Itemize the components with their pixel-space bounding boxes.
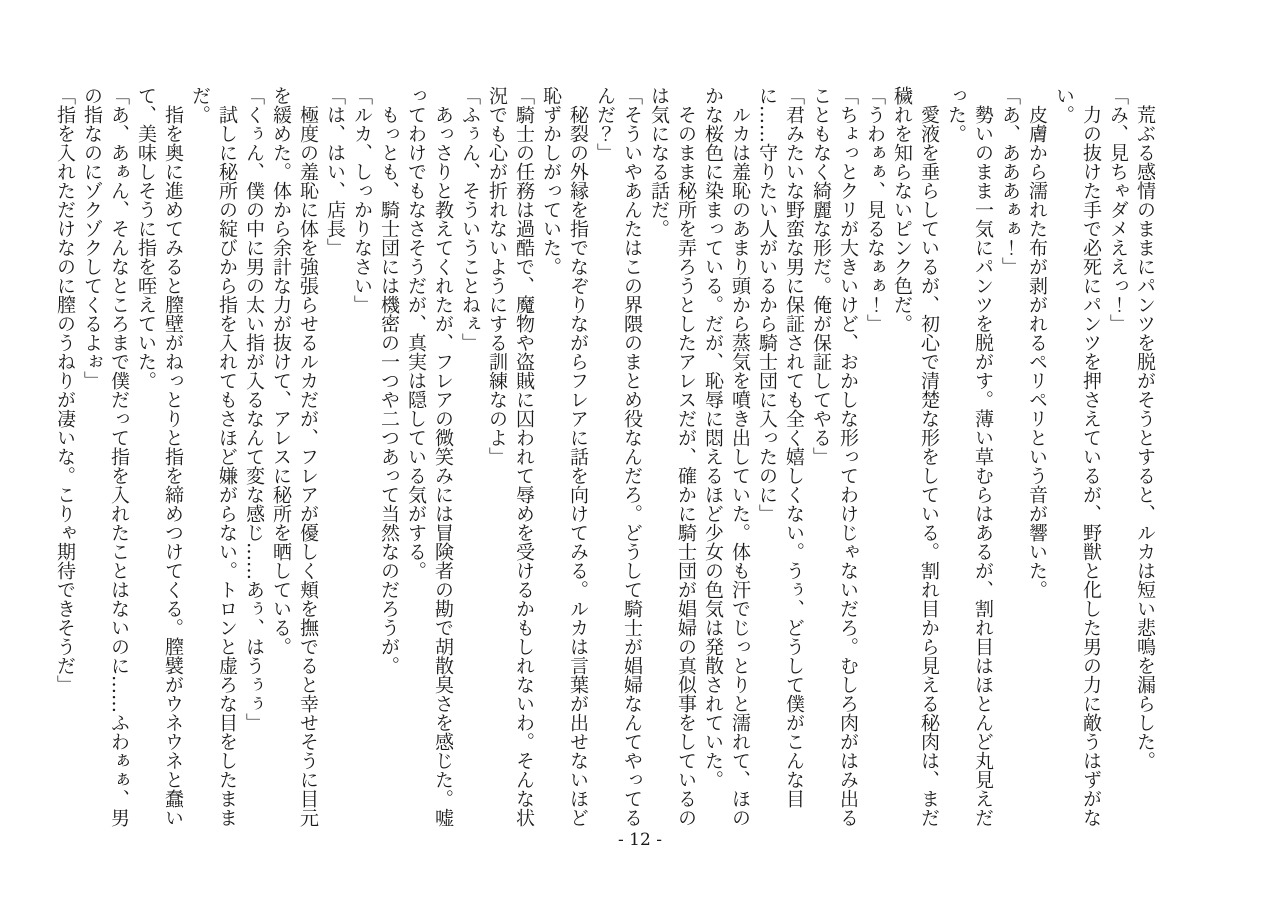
paragraph: 秘裂の外縁を指でなぞりながらフレアに話を向けてみる。ルカは言葉が出せないほど恥ずかしがっていた。: [540, 86, 589, 827]
paragraph-dialogue: 「あ、あああぁぁ！」: [999, 86, 1021, 276]
paragraph: 試しに秘所の綻びから指を入れてもさほど嫌がらない。トロンと虚ろな目をしたままだ。: [189, 86, 238, 827]
paragraph-dialogue: 「ふぅん、そういうことねぇ」: [459, 86, 481, 352]
paragraph-dialogue: 「指を入れただけなのに膣のうねりが凄いな。こりゃ期待できそうだ」: [54, 86, 76, 694]
paragraph: 力の抜けた手で必死にパンツを押さえているが、野獣と化した男の力に敵うはずがない。: [1053, 86, 1102, 827]
paragraph-dialogue: 「ルカ、しっかりなさい」: [351, 86, 373, 314]
page-number: - 12 -: [618, 830, 662, 850]
paragraph-dialogue: 「君みたいな野蛮な男に保証されても全く嬉しくない。うぅ、どうして僕がこんな目に……守りたい人がいるから騎士団に入ったのに」: [756, 86, 805, 808]
paragraph: 皮膚から濡れた布が剥がれるペリペリという音が響いた。: [1026, 105, 1048, 599]
paragraph-dialogue: 「くぅん、僕の中に男の太い指が入るなんて変な感じ……あぅ、はうぅぅ」: [243, 86, 265, 732]
paragraph-dialogue: 「うわぁぁ、見るなぁぁ！」: [864, 86, 886, 333]
paragraph: 愛液を垂らしているが、初心で清楚な形をしている。割れ目から見える秘肉は、まだ穢れを知らないピンク色だ。: [891, 86, 940, 827]
paragraph-dialogue: 「あ、あぁん、そんなところまで僕だって指を入れたことはないのに……ふわぁぁ、男の指なのにゾクゾクしてくるよぉ」: [81, 86, 130, 827]
paragraph: 指を奥に進めてみると膣壁がねっとりと指を締めつけてくる。膣襞がウネウネと蠢いて、美味しそうに指を咥えていた。: [135, 86, 184, 827]
paragraph-dialogue: 「騎士の任務は過酷で、魔物や盗賊に囚われて辱めを受けるかもしれないわ。そんな状況でも心が折れないようにする訓練なのよ」: [486, 86, 535, 827]
paragraph: 極度の羞恥に体を強張らせるルカだが、フレアが優しく頬を撫でると幸せそうに目元を緩めた。体から余計な力が抜けて、アレスに秘所を晒している。: [270, 86, 319, 827]
paragraph: 荒ぶる感情のままにパンツを脱がそうとすると、ルカは短い悲鳴を漏らした。: [1134, 105, 1156, 770]
paragraph: ルカは羞恥のあまり頭から蒸気を噴き出していた。体も汗でじっとりと濡れて、ほのかな桜色に染まっている。だが、恥辱に悶えるほど少女の色気は発散されていた。: [702, 86, 751, 827]
paragraph: そのまま秘所を弄ろうとしたアレスだが、確かに騎士団が娼婦の真似事をしているのは気になる話だ。: [648, 86, 697, 827]
paragraph-dialogue: 「は、はい、店長」: [324, 86, 346, 257]
paragraph-dialogue: 「そういやあんたはこの界隈のまとめ役なんだろ。どうして騎士が娼婦なんてやってるんだ？」: [594, 86, 643, 827]
paragraph-dialogue: 「ちょっとクリが大きいけど、おかしな形ってわけじゃないだろ。むしろ肉がはみ出ることもなく綺麗な形だ。俺が保証してやる」: [810, 86, 859, 827]
paragraph: 勢いのまま一気にパンツを脱がす。薄い草むらはあるが、割れ目はほとんど丸見えだった。: [945, 86, 994, 827]
paragraph: もっとも、騎士団には機密の一つや二つあって当然なのだろうが。: [378, 105, 400, 675]
paragraph: あっさりと教えてくれたが、フレアの微笑みには冒険者の勘で胡散臭さを感じた。嘘ってわけでもなさそうだが、真実は隠している気がする。: [405, 86, 454, 827]
vertical-text-block: [51, 86, 1158, 830]
paragraph-dialogue: 「み、見ちゃダメええっ！」: [1107, 86, 1129, 333]
